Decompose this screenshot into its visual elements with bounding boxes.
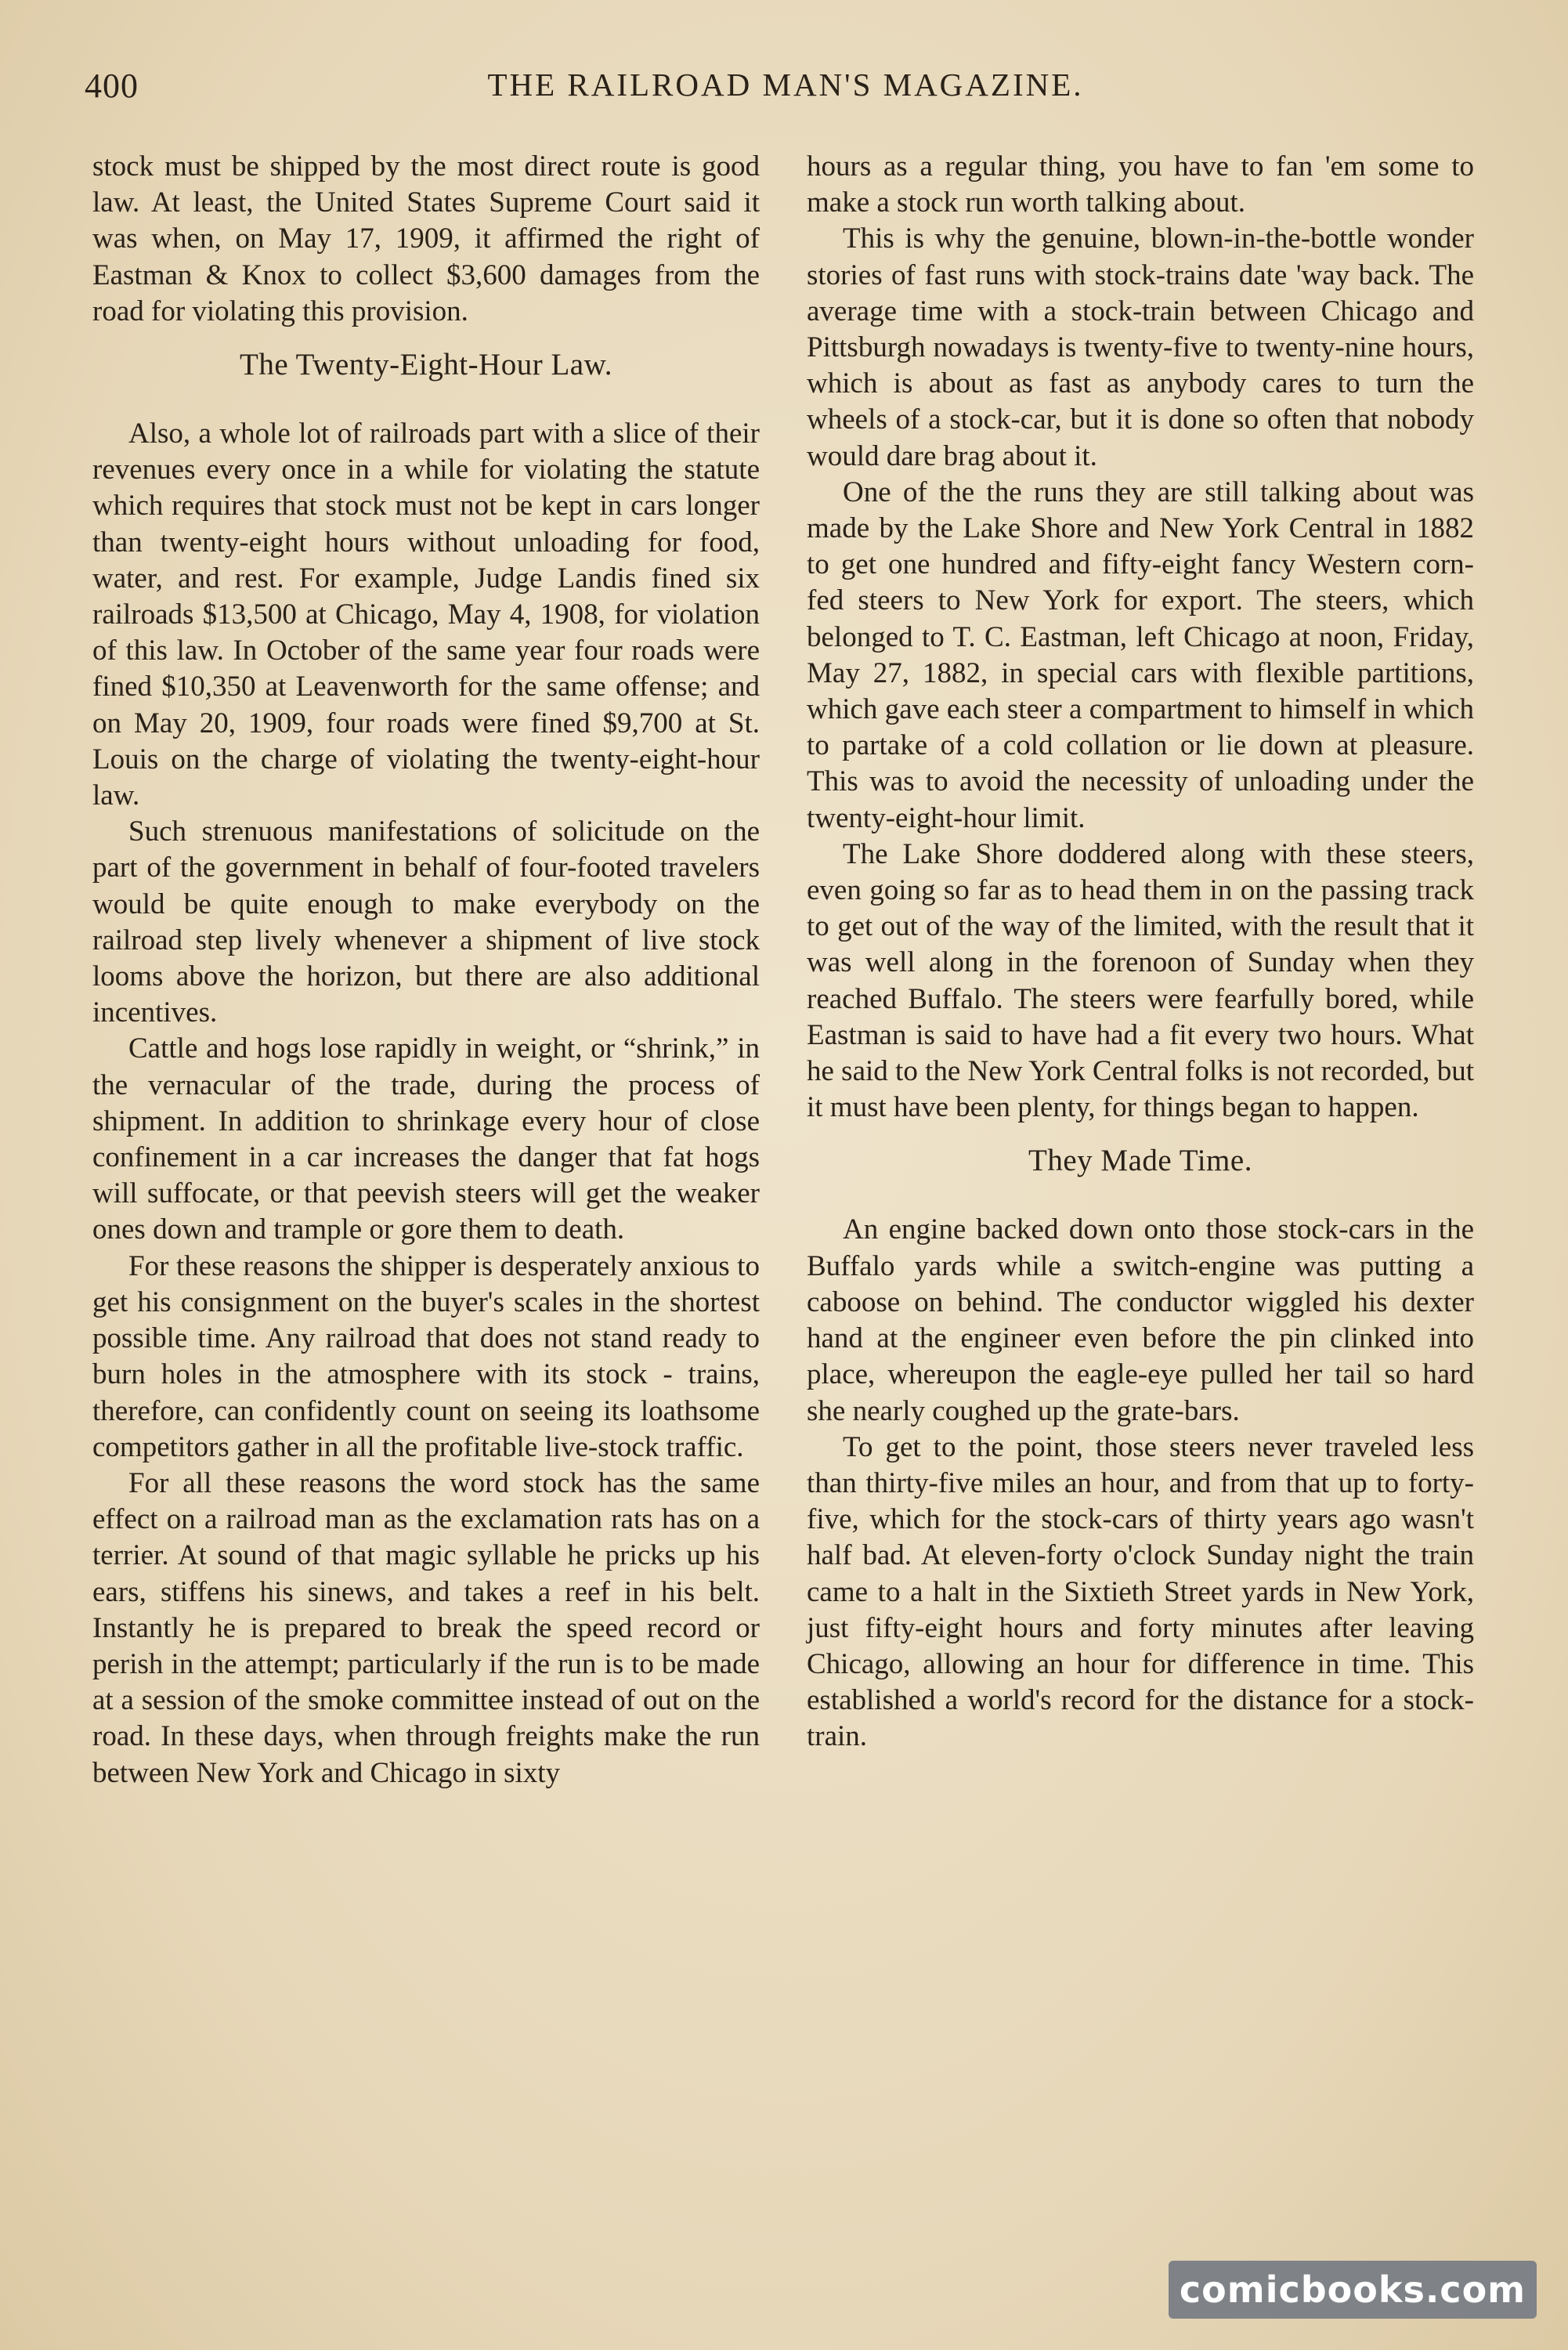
paragraph: One of the the runs they are still talking about was made by the Lake Shore and New York Central in 1882 to get one hundred and fifty-eight fancy Western corn-fed steers to New York for export. The steers, which belonged to T. C. Eastman, left Chicago at noon, Friday, May 27, 1882, in special cars with flexible partitions, which gave each steer a compartment to himself in which to partake of a cold collation or lie down at pleasure. This was to avoid the necessity of unloading under the twenty-eight-hour limit. xyxy=(807,475,1474,834)
paragraph: An engine backed down onto those stock-cars in the Buffalo yards while a switch-engine was putting a caboose on behind. The conductor wiggled his dexter hand at the engineer even before the pin clinked into place, whereupon the eagle-eye pulled her tail so hard she nearly coughed up the grate-bars. xyxy=(807,1213,1474,1427)
paragraph: Also, a whole lot of railroads part with a slice of their revenues every once in a while for violating the statute which requires that stock must not be kept in cars longer than twenty-eight hours without unloading for food, water, and rest. For example, Judge Landis fined six railroads $13,500 at Chicago, May 4, 1908, for violation of this law. In October of the same year four roads were fined $10,350 at Leavenworth for the same offense; and on May 20, 1909, four roads were fined $9,700 at St. Louis on the charge of violating the twenty-eight-hour law. xyxy=(92,418,760,812)
paragraph: For all these reasons the word stock has the same effect on a railroad man as the exclamation rats has on a terrier. At sound of that magic syllable he pricks up his ears, stiffens his sinews, and takes a reef in his belt. Instantly he is prepared to break the speed record or perish in the attempt; particularly if the run is to be made at a session of the smoke committee instead of out on the road. In these days, when through freights make the run between New York and Chicago in sixty xyxy=(92,1466,760,1789)
section-heading: They Made Time. xyxy=(1028,1144,1252,1178)
paragraph: stock must be shipped by the most direct route is good law. At least, the United States Supreme Court said it was when, on May 17, 1909, it affirmed the right of Eastman & Knox to collect $3,600 damages from the road for violating this provision. xyxy=(92,150,760,327)
paragraph: To get to the point, those steers never traveled less than thirty-five miles an hour, and from that up to forty-five, which for the stock-cars of thirty years ago wasn't half bad. At eleven-forty o'clock Sunday night the train came to a halt in the Sixtieth Street yards in New York, just fifty-eight hours and forty minutes after leaving Chicago, allowing an hour for difference in time. This established a world's record for the distance for a stock-train. xyxy=(807,1430,1474,1753)
paragraph: Cattle and hogs lose rapidly in weight, or “shrink,” in the vernacular of the trade, during the process of shipment. In addition to shrinkage every hour of close confinement in a car increases the danger that fat hogs will suffocate, or that peevish steers will get the weaker ones down and trample or gore them to death. xyxy=(92,1032,760,1246)
page-number: 400 xyxy=(85,67,139,105)
running-title: THE RAILROAD MAN'S MAGAZINE. xyxy=(487,67,1084,103)
page-header xyxy=(85,66,1487,113)
source-watermark: comicbooks.com xyxy=(1169,2261,1537,2319)
paragraph: The Lake Shore doddered along with these steers, even going so far as to head them in on the passing track to get out of the way of the limited, with the result that it was well along in the forenoon of Sunday when they reached Buffalo. The steers were fearfully bored, while Eastman is said to have had a fit every two hours. What he said to the New York Central folks is not recorded, but it must have been plenty, for things began to happen. xyxy=(807,837,1474,1124)
left-column xyxy=(92,149,760,1791)
paragraph: This is why the genuine, blown-in-the-bottle wonder stories of fast runs with stock-trains date 'way back. The average time with a stock-train between Chicago and Pittsburgh nowadays is twenty-five to twenty-nine hours, which is about as fast as anybody cares to turn the wheels of a stock-car, but it is done so often that nobody would dare brag about it. xyxy=(807,222,1474,472)
section-heading: The Twenty-Eight-Hour Law. xyxy=(240,348,612,382)
paragraph: For these reasons the shipper is desperately anxious to get his consignment on the buyer's scales in the shortest possible time. Any railroad that does not stand ready to burn holes in the atmosphere with its stock - trains, therefore, can confidently count on seeing its loathsome competitors gather in all the profitable live-stock traffic. xyxy=(92,1249,760,1463)
paragraph: hours as a regular thing, you have to fan 'em some to make a stock run worth talking about. xyxy=(807,150,1474,219)
paragraph: Such strenuous manifestations of solicitude on the part of the government in behalf of four-footed travelers would be quite enough to make everybody on the railroad step lively whenever a shipment of live stock looms above the horizon, but there are also additional incentives. xyxy=(92,815,760,1029)
right-column xyxy=(807,149,1474,1755)
